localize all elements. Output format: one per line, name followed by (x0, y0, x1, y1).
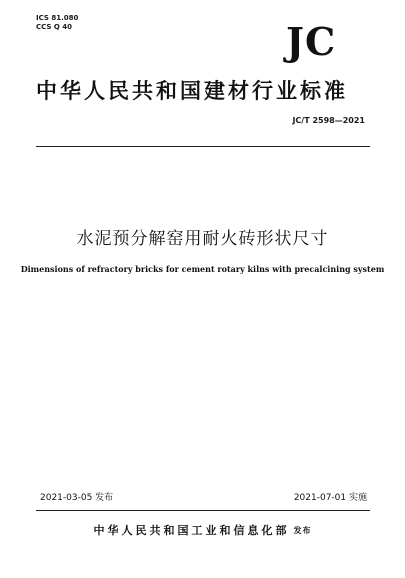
issuing-authority (0, 524, 405, 538)
ccs-code: CCS Q 40 (36, 23, 73, 31)
implementation-date: 2021-07-01 实施 (293, 493, 367, 503)
issuer-suffix: 发布 (293, 526, 312, 535)
document-title-english: Dimensions of refractory bricks for cement rotary kilns with precalcining system (20, 264, 385, 274)
issuer-name: 中华人民共和国工业和信息化部 (93, 524, 290, 537)
industry-standard-title: 中华人民共和国建材行业标准 (36, 79, 348, 103)
bottom-divider (36, 510, 370, 511)
issue-date: 2021-03-05 发布 (40, 493, 114, 503)
jc-logo: JC (286, 19, 337, 64)
ics-code: ICS 81.080 (36, 14, 79, 22)
document-title-chinese: 水泥预分解窑用耐火砖形状尺寸 (76, 229, 329, 249)
standard-number: JC/T 2598—2021 (292, 116, 365, 125)
top-divider (36, 146, 370, 147)
